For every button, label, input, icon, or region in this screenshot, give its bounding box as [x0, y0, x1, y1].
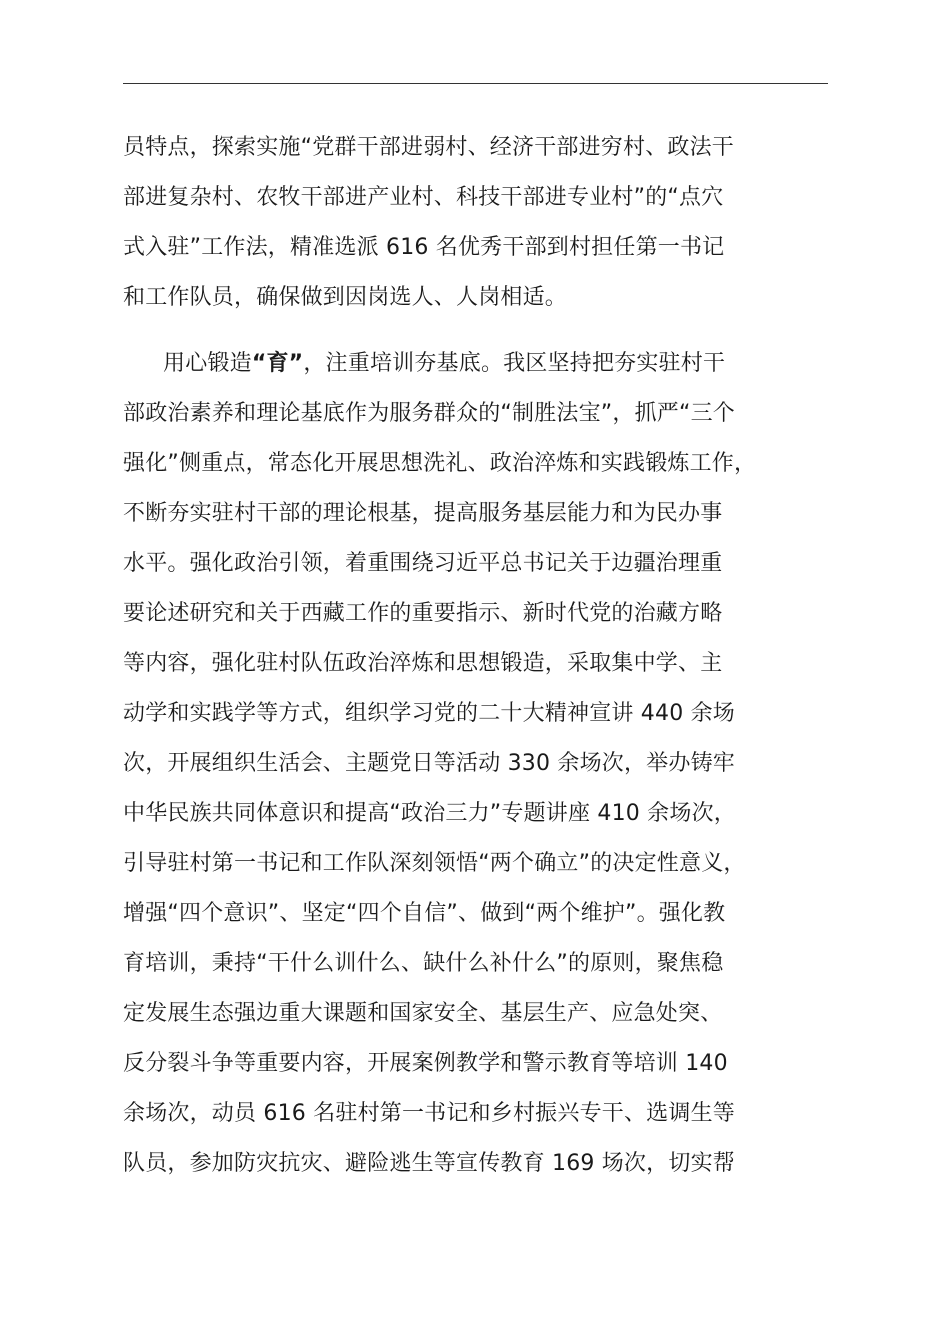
text-line: 式入驻”工作法，精准选派 616 名优秀干部到村担任第一书记 [123, 235, 725, 260]
text-line: 反分裂斗争等重要内容，开展案例教学和警示教育等培训 140 [123, 1051, 728, 1076]
emphasis-text: “育” [251, 351, 304, 376]
text-line: 动学和实践学等方式，组织学习党的二十大精神宣讲 440 余场 [123, 701, 735, 726]
text-line: 部政治素养和理论基底作为服务群众的“制胜法宝”，抓严“三个 [123, 401, 735, 426]
text-line: 等内容，强化驻村队伍政治淬炼和思想锻造，采取集中学、主 [123, 651, 723, 676]
paragraph-2-first-line [163, 344, 725, 384]
text-line: 和工作队员，确保做到因岗选人、人岗相适。 [123, 285, 568, 310]
text-line: 强化”侧重点，常态化开展思想洗礼、政治淬炼和实践锻炼工作， [123, 451, 757, 476]
text-line: 中华民族共同体意识和提高“政治三力”专题讲座 410 余场次， [123, 801, 736, 826]
header-rule [123, 83, 828, 84]
text-line: 员特点，探索实施“党群干部进弱村、经济干部进穷村、政法干 [123, 135, 734, 160]
text-line: 定发展生态强边重大课题和国家安全、基层生产、应急处突、 [123, 1001, 723, 1026]
lead-text: 用心锻造 [163, 351, 252, 376]
text-line: 引导驻村第一书记和工作队深刻领悟“两个确立”的决定性意义， [123, 851, 746, 876]
text-line: 不断夯实驻村干部的理论根基，提高服务基层能力和为民办事 [123, 501, 723, 526]
text-line: 部进复杂村、农牧干部进产业村、科技干部进专业村”的“点穴 [123, 185, 724, 210]
text-line: 次，开展组织生活会、主题党日等活动 330 余场次，举办铸牢 [123, 751, 735, 776]
text-line: 要论述研究和关于西藏工作的重要指示、新时代党的治藏方略 [123, 601, 723, 626]
text-line: 水平。强化政治引领，着重围绕习近平总书记关于边疆治理重 [123, 551, 723, 576]
lead-continuation: ，注重培训夯基底。我区坚持把夯实驻村干 [303, 351, 726, 376]
text-line: 队员，参加防灾抗灾、避险逃生等宣传教育 169 场次，切实帮 [123, 1151, 735, 1176]
text-line: 育培训，秉持“干什么训什么、缺什么补什么”的原则，聚焦稳 [123, 951, 724, 976]
text-line: 增强“四个意识”、坚定“四个自信”、做到“两个维护”。强化教 [123, 901, 726, 926]
text-line: 余场次，动员 616 名驻村第一书记和乡村振兴专干、选调生等 [123, 1101, 735, 1126]
